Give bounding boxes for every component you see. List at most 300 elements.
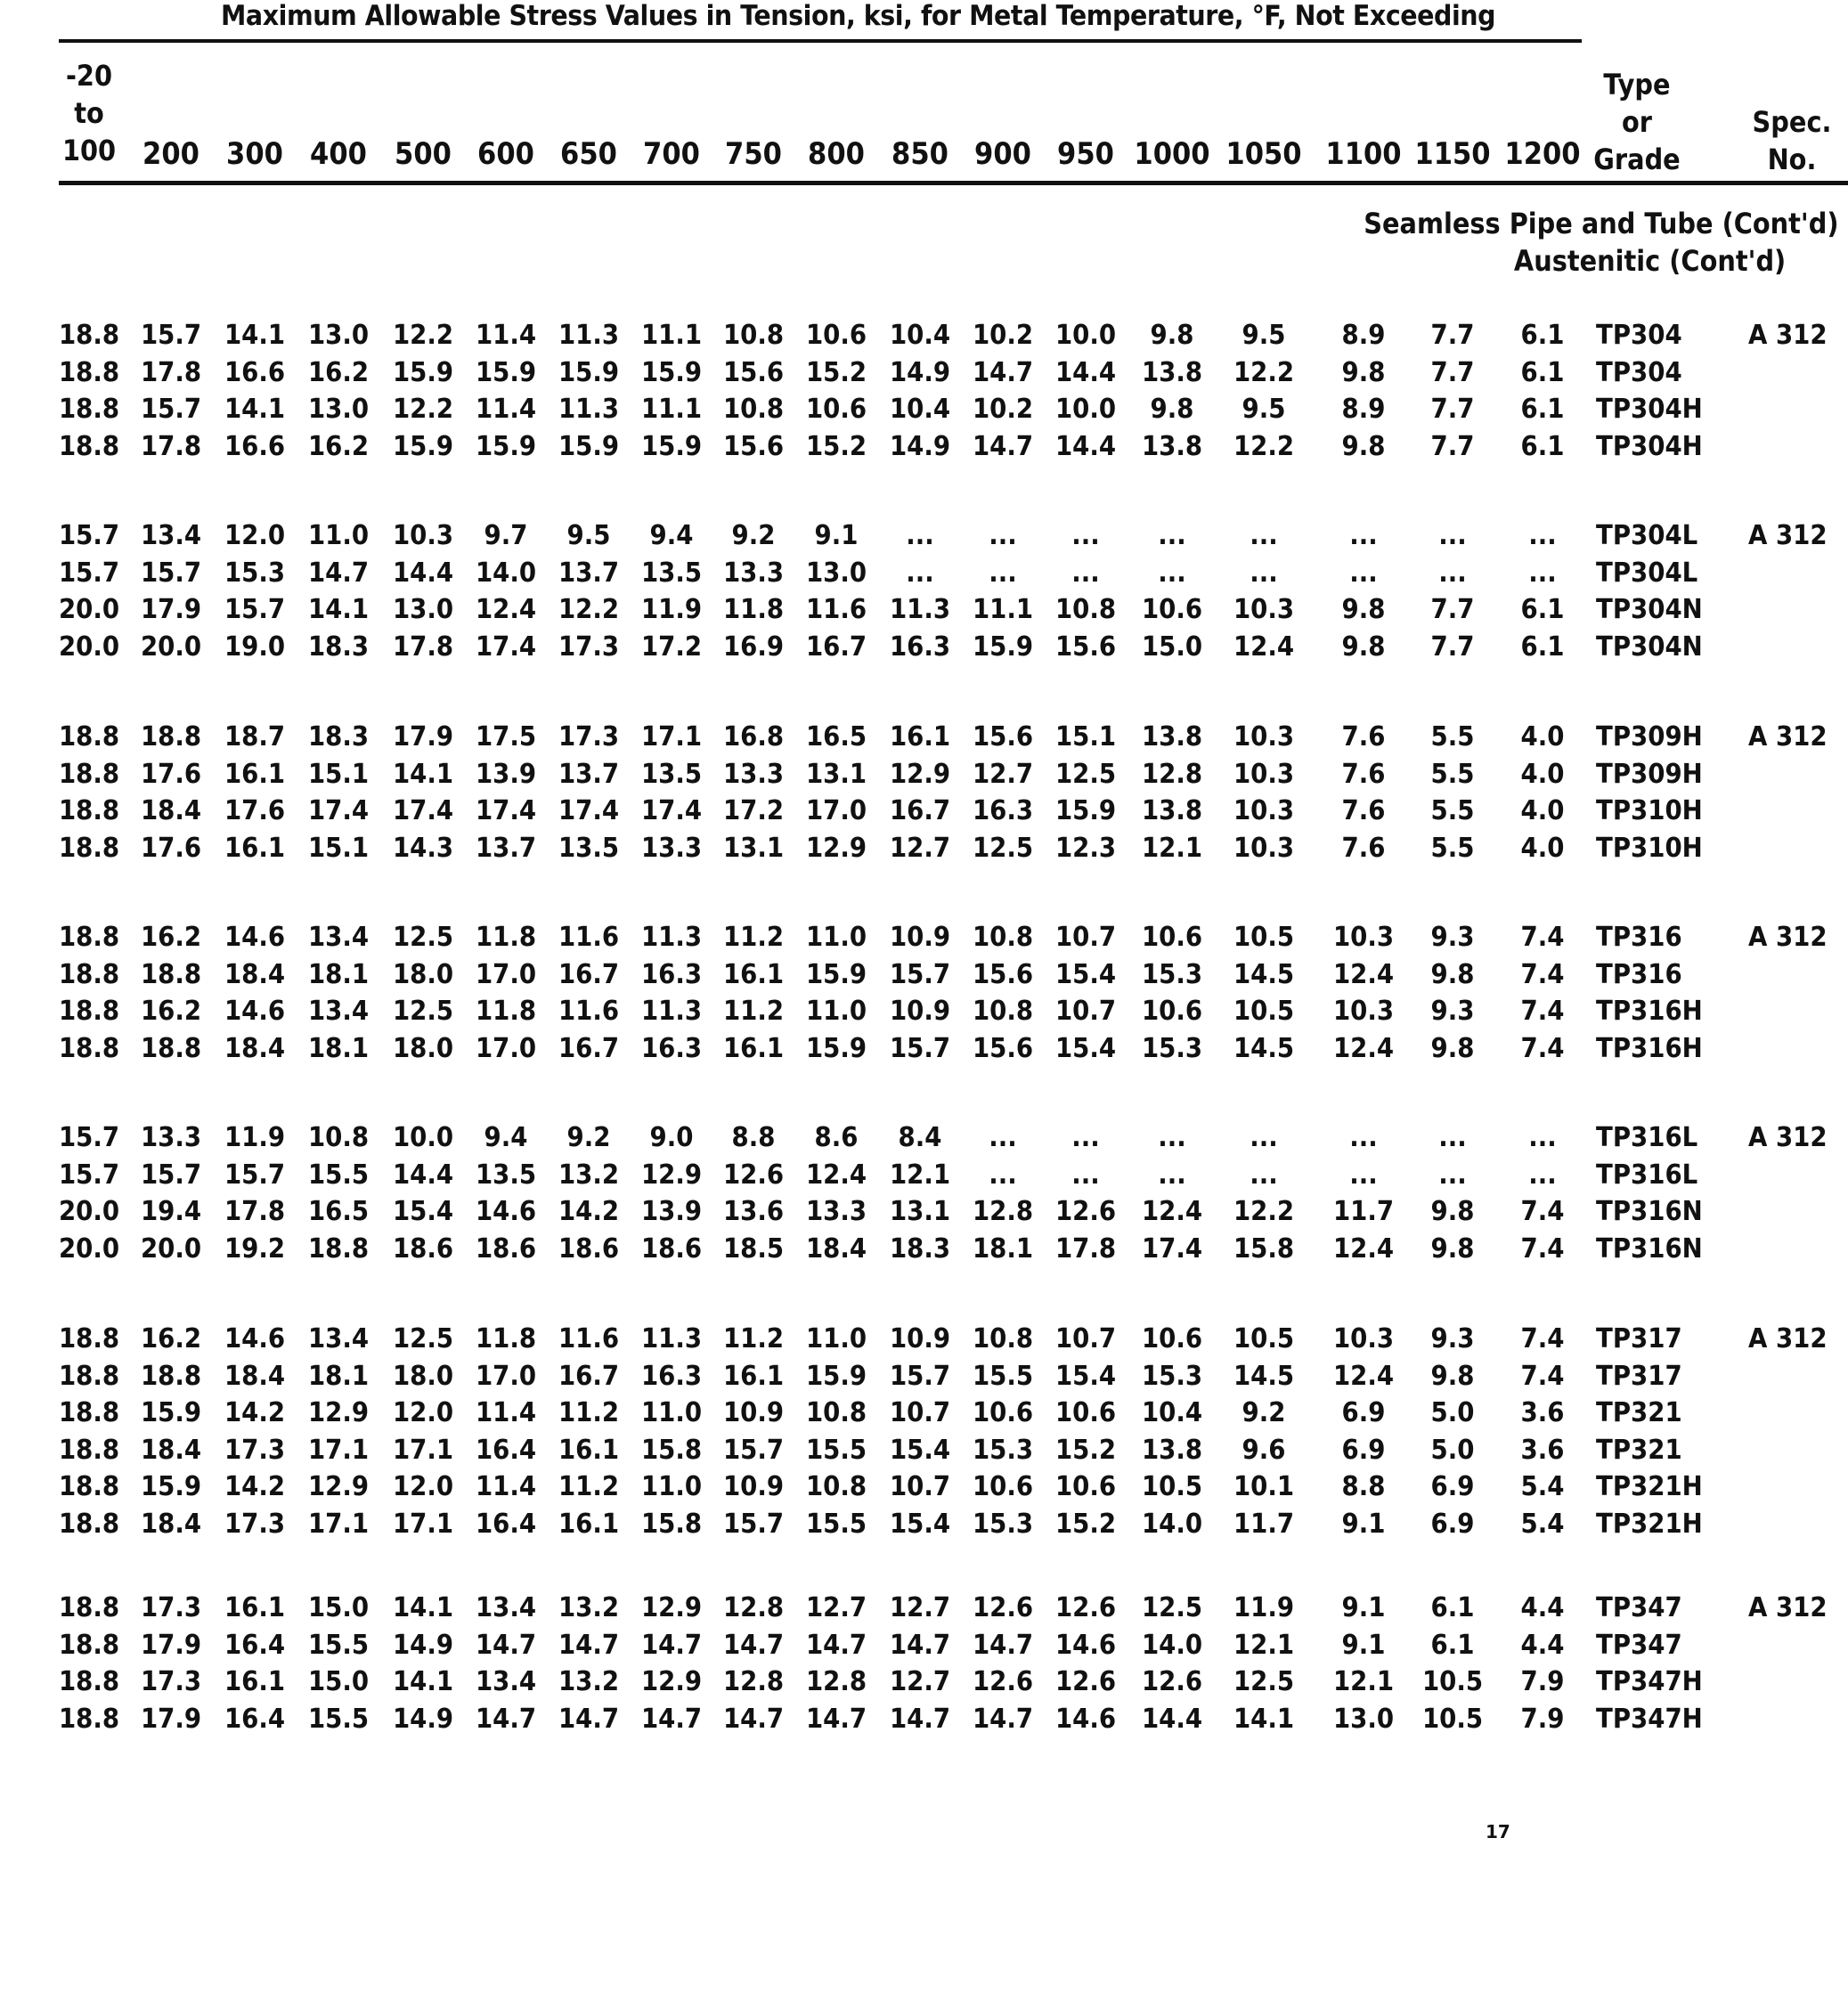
stress-value-cell: 10.9: [889, 996, 951, 1027]
stress-value-cell: 17.3: [558, 630, 620, 663]
table-row: [0, 1395, 1848, 1431]
stress-value-cell: 16.3: [640, 1032, 703, 1064]
stress-value-cell: 18.1: [972, 1232, 1034, 1265]
stress-value-cell: 18.8: [307, 1232, 370, 1265]
stress-value-cell: 12.4: [1332, 1032, 1395, 1064]
stress-value-cell: 15.7: [140, 557, 202, 589]
table-row: [0, 429, 1848, 465]
stress-value-cell: 12.9: [307, 1397, 370, 1428]
stress-value-cell: 12.0: [392, 1397, 454, 1428]
stress-value-cell: 7.7: [1430, 320, 1475, 351]
stress-value-cell: 15.0: [307, 1592, 370, 1623]
table-row: [0, 1628, 1848, 1663]
stress-value-cell: 12.1: [889, 1159, 951, 1191]
stress-value-cell: 12.6: [972, 1592, 1034, 1623]
column-header-temp: 400: [310, 136, 367, 172]
grade-cell: TP316N: [1596, 1232, 1703, 1265]
stress-value-cell: 7.6: [1341, 721, 1386, 752]
stress-value-cell: 12.2: [392, 320, 454, 351]
stress-value-cell: 12.2: [392, 394, 454, 425]
stress-value-cell: 19.4: [140, 1196, 202, 1227]
stress-value-cell: 18.5: [722, 1232, 785, 1265]
stress-value-cell: ...: [1349, 557, 1378, 589]
stress-value-cell: 15.5: [805, 1434, 867, 1466]
stress-value-cell: 11.6: [558, 996, 620, 1027]
stress-value-cell: 10.5: [1233, 922, 1295, 953]
stress-value-cell: 9.8: [1430, 1232, 1475, 1265]
stress-value-cell: 9.1: [1341, 1629, 1386, 1661]
stress-value-cell: 10.6: [1141, 1323, 1203, 1354]
table-row: [0, 831, 1848, 866]
stress-value-cell: 7.4: [1520, 1196, 1565, 1227]
column-header-temp: 700: [643, 136, 700, 172]
stress-value-cell: 16.1: [558, 1434, 620, 1466]
stress-value-cell: 19.2: [224, 1232, 286, 1265]
stress-value-cell: 18.8: [58, 320, 120, 351]
stress-value-cell: 18.8: [140, 958, 202, 990]
stress-value-cell: 18.8: [58, 356, 120, 388]
stress-value-cell: 9.7: [484, 520, 528, 551]
stress-value-cell: 13.7: [558, 758, 620, 790]
stress-value-cell: 14.5: [1233, 1032, 1295, 1064]
stress-value-cell: 13.2: [558, 1666, 620, 1697]
table-row: [0, 957, 1848, 993]
stress-value-cell: 18.8: [58, 1629, 120, 1661]
stress-value-cell: 17.1: [392, 1434, 454, 1466]
stress-value-cell: 10.3: [1233, 721, 1295, 752]
stress-value-cell: 13.8: [1141, 430, 1203, 462]
stress-value-cell: 18.8: [58, 1703, 120, 1735]
stress-value-cell: 17.6: [140, 758, 202, 790]
stress-value-cell: 17.3: [224, 1508, 286, 1540]
stress-value-cell: 10.4: [889, 394, 951, 425]
stress-value-cell: 6.9: [1341, 1397, 1386, 1428]
table-row: [0, 1031, 1848, 1067]
stress-value-cell: 12.7: [972, 758, 1034, 790]
column-header-temp: 900: [974, 136, 1031, 172]
stress-value-cell: 4.4: [1520, 1629, 1565, 1661]
stress-value-cell: 16.1: [224, 1592, 286, 1623]
stress-value-cell: 13.9: [475, 758, 537, 790]
stress-value-cell: 15.2: [805, 356, 867, 388]
stress-value-cell: 8.8: [1341, 1471, 1386, 1502]
stress-value-cell: 10.2: [972, 394, 1034, 425]
grade-cell: TP321H: [1596, 1508, 1703, 1540]
column-header-temp: 1000: [1134, 136, 1210, 172]
stress-value-cell: 15.7: [140, 1159, 202, 1191]
stress-value-cell: 17.9: [392, 721, 454, 752]
stress-value-cell: 15.5: [307, 1703, 370, 1735]
stress-value-cell: 15.3: [224, 557, 286, 589]
stress-value-cell: 12.2: [558, 594, 620, 625]
stress-value-cell: 9.1: [1341, 1592, 1386, 1623]
stress-value-cell: 13.0: [307, 320, 370, 351]
stress-value-cell: 4.4: [1520, 1592, 1565, 1623]
stress-value-cell: 12.6: [1054, 1592, 1117, 1623]
stress-value-cell: 14.7: [805, 1703, 867, 1735]
stress-value-cell: 10.8: [1054, 594, 1117, 625]
stress-value-cell: 15.4: [889, 1434, 951, 1466]
column-header-temp: 650: [560, 136, 617, 172]
stress-value-cell: 13.8: [1141, 1434, 1203, 1466]
stress-value-cell: 10.6: [1141, 996, 1203, 1027]
column-header-line: 100: [61, 134, 117, 167]
stress-value-cell: ...: [1438, 520, 1467, 551]
stress-value-cell: 7.7: [1430, 594, 1475, 625]
table-row: [0, 1194, 1848, 1230]
stress-value-cell: 10.5: [1233, 996, 1295, 1027]
grade-cell: TP304L: [1596, 557, 1698, 589]
stress-value-cell: 17.4: [475, 630, 537, 663]
stress-value-cell: 11.2: [722, 1323, 785, 1354]
stress-value-cell: ...: [1158, 557, 1186, 589]
grade-cell: TP304N: [1596, 630, 1703, 663]
stress-value-cell: 10.8: [722, 394, 785, 425]
stress-value-cell: 14.6: [1054, 1629, 1117, 1661]
stress-value-cell: 9.8: [1341, 630, 1386, 663]
stress-value-cell: ...: [1438, 557, 1467, 589]
stress-value-cell: 17.4: [392, 795, 454, 826]
stress-value-cell: 16.7: [558, 1032, 620, 1064]
stress-value-cell: 18.4: [140, 795, 202, 826]
grade-cell: TP316H: [1596, 1032, 1703, 1064]
stress-value-cell: 9.1: [1341, 1508, 1386, 1540]
stress-value-cell: 14.7: [722, 1629, 785, 1661]
stress-value-cell: 17.8: [140, 356, 202, 388]
stress-value-cell: 13.4: [140, 520, 202, 551]
stress-value-cell: ...: [1250, 1159, 1278, 1191]
table-row: [0, 556, 1848, 591]
stress-value-cell: 18.8: [58, 1032, 120, 1064]
stress-value-cell: 15.9: [140, 1397, 202, 1428]
stress-value-cell: 16.2: [140, 1323, 202, 1354]
stress-value-cell: 15.5: [307, 1629, 370, 1661]
stress-value-cell: 18.3: [307, 721, 370, 752]
stress-value-cell: 16.2: [140, 996, 202, 1027]
stress-value-cell: 10.6: [1054, 1397, 1117, 1428]
stress-value-cell: 15.5: [972, 1360, 1034, 1392]
stress-value-cell: 9.8: [1341, 430, 1386, 462]
stress-value-cell: 12.9: [640, 1666, 703, 1697]
stress-value-cell: 10.2: [972, 320, 1034, 351]
stress-value-cell: 17.4: [640, 795, 703, 826]
stress-value-cell: ...: [1349, 1159, 1378, 1191]
stress-value-cell: ...: [1349, 1122, 1378, 1153]
stress-value-cell: 13.1: [805, 758, 867, 790]
stress-value-cell: 19.0: [224, 630, 286, 663]
stress-value-cell: 14.1: [224, 394, 286, 425]
column-header-grade: [1593, 66, 1680, 178]
stress-value-cell: 7.4: [1520, 996, 1565, 1027]
stress-value-cell: 12.5: [392, 996, 454, 1027]
stress-value-cell: 12.4: [1332, 1360, 1395, 1392]
stress-value-cell: 14.7: [972, 1703, 1034, 1735]
stress-value-cell: 14.0: [1141, 1508, 1203, 1540]
column-header-temp: 500: [395, 136, 452, 172]
stress-value-cell: 10.5: [1421, 1666, 1484, 1697]
stress-value-cell: 13.8: [1141, 356, 1203, 388]
stress-value-cell: 15.9: [805, 1032, 867, 1064]
stress-value-cell: 14.2: [224, 1397, 286, 1428]
stress-value-cell: 12.8: [805, 1666, 867, 1697]
stress-value-cell: 17.4: [1141, 1232, 1203, 1265]
stress-value-cell: 11.1: [640, 320, 703, 351]
stress-value-cell: 9.3: [1430, 1323, 1475, 1354]
grade-cell: TP304: [1596, 320, 1682, 351]
stress-value-cell: 13.3: [805, 1196, 867, 1227]
stress-value-cell: 14.6: [224, 922, 286, 953]
stress-value-cell: 14.7: [558, 1703, 620, 1735]
stress-value-cell: 10.0: [392, 1122, 454, 1153]
stress-value-cell: 12.1: [1332, 1666, 1395, 1697]
stress-value-cell: 14.7: [475, 1629, 537, 1661]
grade-cell: TP310H: [1596, 832, 1703, 864]
stress-value-cell: 14.2: [224, 1471, 286, 1502]
stress-value-cell: 18.8: [58, 795, 120, 826]
stress-value-cell: 15.6: [972, 721, 1034, 752]
stress-value-cell: 12.4: [1332, 1232, 1395, 1265]
stress-value-cell: 10.7: [1054, 996, 1117, 1027]
stress-value-cell: 11.4: [475, 320, 537, 351]
stress-value-cell: 15.9: [640, 356, 703, 388]
stress-value-cell: 12.7: [889, 1592, 951, 1623]
stress-value-cell: ...: [1349, 520, 1378, 551]
stress-value-cell: 15.7: [140, 320, 202, 351]
stress-value-cell: 14.2: [558, 1196, 620, 1227]
stress-value-cell: 14.0: [475, 557, 537, 589]
stress-value-cell: 16.4: [224, 1703, 286, 1735]
stress-value-cell: 8.9: [1341, 394, 1386, 425]
stress-value-cell: 10.9: [889, 1323, 951, 1354]
grade-cell: TP316L: [1596, 1122, 1698, 1153]
column-header-line: to: [74, 96, 104, 130]
stress-value-cell: 12.8: [722, 1666, 785, 1697]
stress-value-cell: 13.2: [558, 1159, 620, 1191]
stress-value-cell: 15.9: [558, 356, 620, 388]
stress-value-cell: 18.8: [58, 430, 120, 462]
table-row: [0, 392, 1848, 427]
stress-value-cell: 12.7: [805, 1592, 867, 1623]
stress-value-cell: 17.2: [640, 630, 703, 663]
column-header-line: Spec.: [1752, 105, 1832, 139]
stress-value-cell: 6.1: [1430, 1629, 1475, 1661]
grade-cell: TP316: [1596, 922, 1682, 953]
table-title: Maximum Allowable Stress Values in Tension, ksi, for Metal Temperature, °F, Not Exceeding: [221, 0, 1496, 32]
stress-value-cell: 10.5: [1233, 1323, 1295, 1354]
stress-value-cell: 9.8: [1430, 1196, 1475, 1227]
stress-value-cell: 15.2: [1054, 1508, 1117, 1540]
stress-value-cell: 13.3: [722, 557, 785, 589]
stress-value-cell: 9.5: [1241, 394, 1286, 425]
stress-value-cell: 18.4: [140, 1508, 202, 1540]
grade-cell: TP321: [1596, 1434, 1682, 1466]
stress-value-cell: 14.5: [1233, 958, 1295, 990]
stress-value-cell: 12.2: [1233, 356, 1295, 388]
stress-value-cell: 18.4: [224, 1360, 286, 1392]
stress-value-cell: 7.6: [1341, 832, 1386, 864]
stress-value-cell: 14.7: [972, 1629, 1034, 1661]
column-header-min-temp: [62, 57, 116, 169]
stress-value-cell: 10.6: [1141, 594, 1203, 625]
stress-value-cell: 15.7: [889, 958, 951, 990]
stress-value-cell: 11.0: [805, 996, 867, 1027]
stress-value-cell: 11.8: [475, 922, 537, 953]
column-header-line: or: [1621, 105, 1652, 139]
table-row: [0, 630, 1848, 665]
grade-cell: TP347: [1596, 1629, 1682, 1661]
stress-value-cell: 10.3: [1233, 594, 1295, 625]
column-header-line: Type: [1603, 68, 1671, 102]
grade-cell: TP347: [1596, 1592, 1682, 1623]
stress-value-cell: 15.8: [640, 1508, 703, 1540]
stress-value-cell: 10.5: [1421, 1703, 1484, 1735]
stress-value-cell: 10.4: [889, 320, 951, 351]
stress-value-cell: ...: [989, 557, 1017, 589]
stress-value-cell: 17.0: [475, 1032, 537, 1064]
stress-value-cell: 12.9: [889, 758, 951, 790]
stress-value-cell: 11.2: [722, 996, 785, 1027]
stress-value-cell: 10.3: [1332, 996, 1395, 1027]
stress-value-cell: 17.8: [1054, 1232, 1117, 1265]
stress-value-cell: 13.2: [558, 1592, 620, 1623]
stress-value-cell: 15.0: [1141, 630, 1203, 663]
stress-value-cell: 20.0: [58, 1232, 120, 1265]
stress-value-cell: 15.4: [1054, 958, 1117, 990]
stress-value-cell: 12.1: [1233, 1629, 1295, 1661]
column-header-temp: 1050: [1225, 136, 1302, 172]
spec-number-cell: A 312: [1748, 520, 1828, 551]
table-row: [0, 1433, 1848, 1468]
spec-number-cell: A 312: [1748, 721, 1828, 752]
stress-value-cell: 15.1: [1054, 721, 1117, 752]
stress-value-cell: 10.5: [1141, 1471, 1203, 1502]
stress-value-cell: 18.6: [640, 1232, 703, 1265]
stress-value-cell: 10.6: [972, 1471, 1034, 1502]
stress-value-cell: 16.1: [224, 1666, 286, 1697]
stress-value-cell: 13.1: [722, 832, 785, 864]
stress-value-cell: 11.2: [722, 922, 785, 953]
table-row: [0, 592, 1848, 628]
stress-value-cell: 17.1: [307, 1434, 370, 1466]
stress-value-cell: 18.8: [58, 758, 120, 790]
stress-value-cell: 16.2: [307, 356, 370, 388]
stress-value-cell: 13.7: [475, 832, 537, 864]
section-heading: Seamless Pipe and Tube (Cont'd): [1364, 207, 1839, 240]
stress-value-cell: 17.8: [224, 1196, 286, 1227]
stress-value-cell: 7.4: [1520, 1232, 1565, 1265]
stress-value-cell: 7.7: [1430, 430, 1475, 462]
stress-value-cell: 18.8: [58, 1434, 120, 1466]
table-row: [0, 920, 1848, 956]
stress-value-cell: 9.8: [1430, 1360, 1475, 1392]
stress-value-cell: 7.7: [1430, 356, 1475, 388]
stress-value-cell: 14.7: [972, 430, 1034, 462]
stress-value-cell: 12.5: [1233, 1666, 1295, 1697]
table-row: [0, 1120, 1848, 1156]
table-row: [0, 518, 1848, 554]
stress-value-cell: 18.8: [58, 1666, 120, 1697]
stress-value-cell: 11.3: [640, 1323, 703, 1354]
stress-value-cell: 18.6: [392, 1232, 454, 1265]
stress-value-cell: 11.1: [972, 594, 1034, 625]
stress-value-cell: 15.5: [307, 1159, 370, 1191]
stress-value-cell: 18.8: [58, 1360, 120, 1392]
stress-value-cell: 13.5: [640, 557, 703, 589]
table-row: [0, 1507, 1848, 1542]
column-header-temp: 950: [1057, 136, 1114, 172]
stress-value-cell: 9.6: [1241, 1434, 1286, 1466]
stress-value-cell: 11.3: [558, 394, 620, 425]
stress-value-cell: 15.7: [58, 1159, 120, 1191]
stress-value-cell: 12.8: [722, 1592, 785, 1623]
stress-value-cell: 12.7: [889, 1666, 951, 1697]
stress-value-cell: 12.4: [475, 594, 537, 625]
stress-value-cell: 18.8: [58, 832, 120, 864]
stress-value-cell: 10.0: [1054, 320, 1117, 351]
stress-value-cell: 12.0: [224, 520, 286, 551]
stress-value-cell: 10.1: [1233, 1471, 1295, 1502]
table-row: [0, 720, 1848, 755]
stress-value-cell: 18.8: [140, 1032, 202, 1064]
stress-value-cell: 9.8: [1341, 356, 1386, 388]
stress-value-cell: 14.4: [392, 1159, 454, 1191]
stress-value-cell: 12.2: [1233, 1196, 1295, 1227]
table-row: [0, 793, 1848, 829]
stress-value-cell: 11.3: [889, 594, 951, 625]
column-header-temp: 750: [725, 136, 782, 172]
table-row: [0, 1664, 1848, 1700]
stress-value-cell: 16.3: [972, 795, 1034, 826]
stress-value-cell: 13.3: [640, 832, 703, 864]
stress-value-cell: 18.8: [140, 721, 202, 752]
stress-value-cell: 10.7: [889, 1471, 951, 1502]
stress-value-cell: 15.7: [140, 394, 202, 425]
stress-value-cell: 14.9: [889, 430, 951, 462]
grade-cell: TP309H: [1596, 721, 1703, 752]
stress-value-cell: 9.4: [649, 520, 694, 551]
stress-value-cell: 11.3: [640, 922, 703, 953]
stress-value-cell: 17.8: [140, 430, 202, 462]
stress-value-cell: 11.4: [475, 1471, 537, 1502]
stress-value-cell: 13.4: [307, 922, 370, 953]
stress-value-cell: 13.0: [1332, 1703, 1395, 1735]
stress-value-cell: 10.3: [1233, 832, 1295, 864]
stress-value-cell: ...: [1528, 520, 1557, 551]
stress-value-cell: 12.9: [805, 832, 867, 864]
stress-value-cell: 16.1: [722, 1032, 785, 1064]
stress-value-cell: 11.0: [307, 520, 370, 551]
stress-value-cell: 7.6: [1341, 795, 1386, 826]
stress-value-cell: 10.0: [1054, 394, 1117, 425]
stress-value-cell: 14.7: [805, 1629, 867, 1661]
stress-value-cell: 17.9: [140, 1629, 202, 1661]
stress-value-cell: 6.9: [1430, 1508, 1475, 1540]
stress-value-cell: 15.0: [307, 1666, 370, 1697]
stress-value-cell: 14.1: [392, 1666, 454, 1697]
stress-value-cell: 10.6: [1054, 1471, 1117, 1502]
stress-value-cell: 15.8: [640, 1434, 703, 1466]
stress-value-cell: 18.8: [58, 1397, 120, 1428]
stress-value-cell: 18.8: [58, 922, 120, 953]
table-row: [0, 1702, 1848, 1737]
column-header-temp: 1100: [1325, 136, 1402, 172]
stress-value-cell: 10.6: [1141, 922, 1203, 953]
stress-value-cell: 11.0: [805, 1323, 867, 1354]
stress-value-cell: 17.0: [805, 795, 867, 826]
stress-value-cell: 12.9: [640, 1159, 703, 1191]
stress-value-cell: 12.4: [1332, 958, 1395, 990]
stress-value-cell: 12.4: [1233, 630, 1295, 663]
